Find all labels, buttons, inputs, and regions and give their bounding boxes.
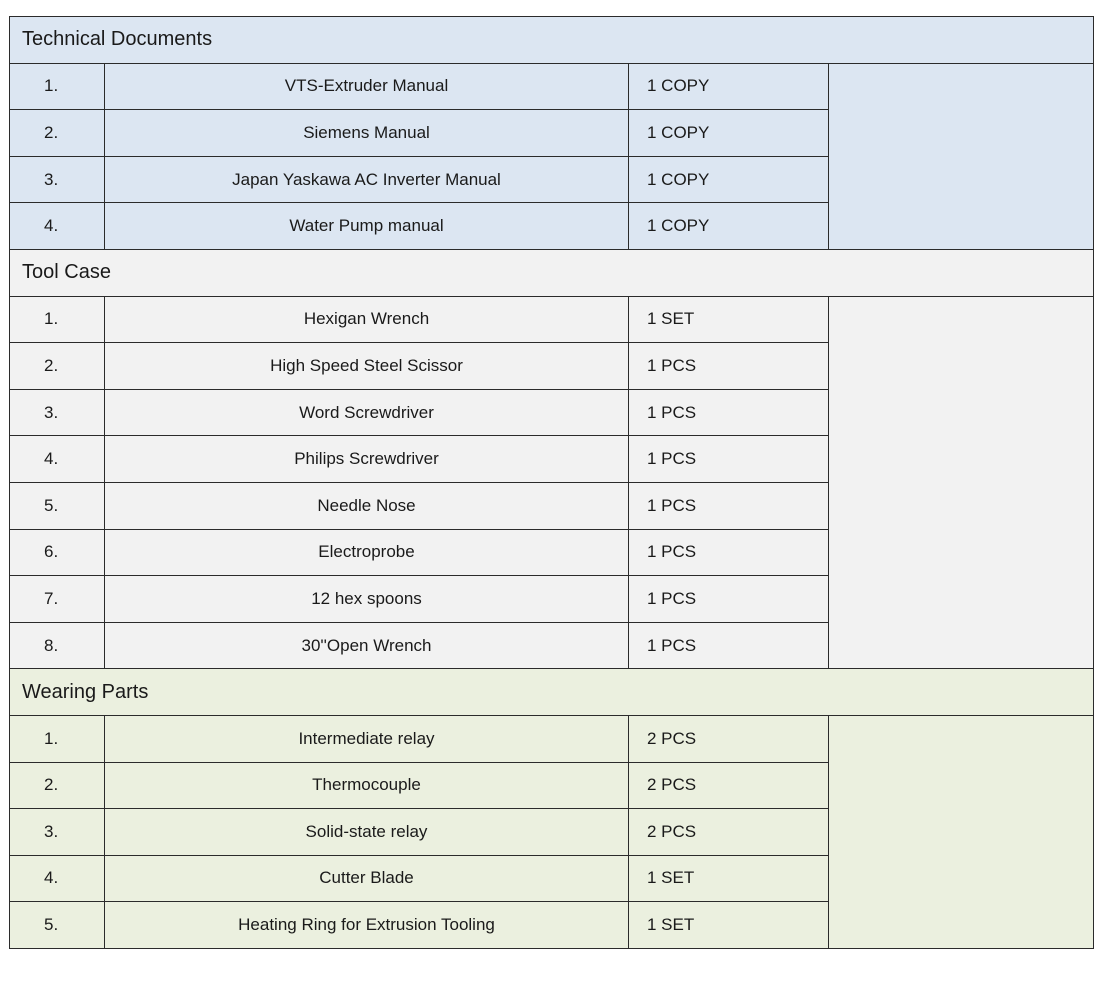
item-name: Thermocouple: [105, 762, 629, 809]
item-name: Electroprobe: [105, 529, 629, 576]
item-name: Japan Yaskawa AC Inverter Manual: [105, 156, 629, 203]
item-quantity: 1 SET: [629, 855, 829, 902]
item-name: Siemens Manual: [105, 110, 629, 157]
item-name: 30''Open Wrench: [105, 622, 629, 669]
item-name: Cutter Blade: [105, 855, 629, 902]
item-name: Needle Nose: [105, 482, 629, 529]
item-quantity: 1 PCS: [629, 482, 829, 529]
row-number: 1.: [10, 715, 105, 762]
row-number: 7.: [10, 576, 105, 623]
item-name: Solid-state relay: [105, 809, 629, 856]
item-quantity: 2 PCS: [629, 715, 829, 762]
item-quantity: 1 SET: [629, 296, 829, 343]
item-name: Hexigan Wrench: [105, 296, 629, 343]
item-name: VTS-Extruder Manual: [105, 63, 629, 110]
section-title: Wearing Parts: [10, 669, 1094, 716]
row-number: 1.: [10, 63, 105, 110]
row-number: 5.: [10, 902, 105, 949]
item-quantity: 1 COPY: [629, 156, 829, 203]
item-name: Word Screwdriver: [105, 389, 629, 436]
row-number: 4.: [10, 436, 105, 483]
item-quantity: 1 COPY: [629, 203, 829, 250]
item-quantity: 1 PCS: [629, 576, 829, 623]
section-title: Tool Case: [10, 249, 1094, 296]
row-number: 1.: [10, 296, 105, 343]
row-number: 3.: [10, 389, 105, 436]
row-number: 4.: [10, 855, 105, 902]
row-number: 3.: [10, 809, 105, 856]
item-name: Philips Screwdriver: [105, 436, 629, 483]
notes-cell: [829, 296, 1094, 669]
notes-cell: [829, 63, 1094, 249]
item-quantity: 1 PCS: [629, 436, 829, 483]
item-name: Heating Ring for Extrusion Tooling: [105, 902, 629, 949]
row-number: 8.: [10, 622, 105, 669]
table-row: [10, 296, 1094, 343]
item-quantity: 1 COPY: [629, 63, 829, 110]
section-title: Technical Documents: [10, 17, 1094, 64]
section-header-row: [10, 669, 1094, 716]
notes-cell: [829, 715, 1094, 948]
item-name: Intermediate relay: [105, 715, 629, 762]
item-quantity: 1 PCS: [629, 529, 829, 576]
item-name: High Speed Steel Scissor: [105, 343, 629, 390]
row-number: 2.: [10, 343, 105, 390]
item-quantity: 1 SET: [629, 902, 829, 949]
table-row: [10, 715, 1094, 762]
item-name: Water Pump manual: [105, 203, 629, 250]
row-number: 2.: [10, 110, 105, 157]
item-quantity: 2 PCS: [629, 809, 829, 856]
item-quantity: 1 COPY: [629, 110, 829, 157]
section-header-row: [10, 249, 1094, 296]
item-quantity: 1 PCS: [629, 343, 829, 390]
item-quantity: 2 PCS: [629, 762, 829, 809]
row-number: 4.: [10, 203, 105, 250]
section-header-row: [10, 17, 1094, 64]
table-row: [10, 63, 1094, 110]
item-quantity: 1 PCS: [629, 389, 829, 436]
row-number: 2.: [10, 762, 105, 809]
item-quantity: 1 PCS: [629, 622, 829, 669]
item-name: 12 hex spoons: [105, 576, 629, 623]
row-number: 3.: [10, 156, 105, 203]
row-number: 6.: [10, 529, 105, 576]
row-number: 5.: [10, 482, 105, 529]
parts-table: [9, 16, 1094, 949]
